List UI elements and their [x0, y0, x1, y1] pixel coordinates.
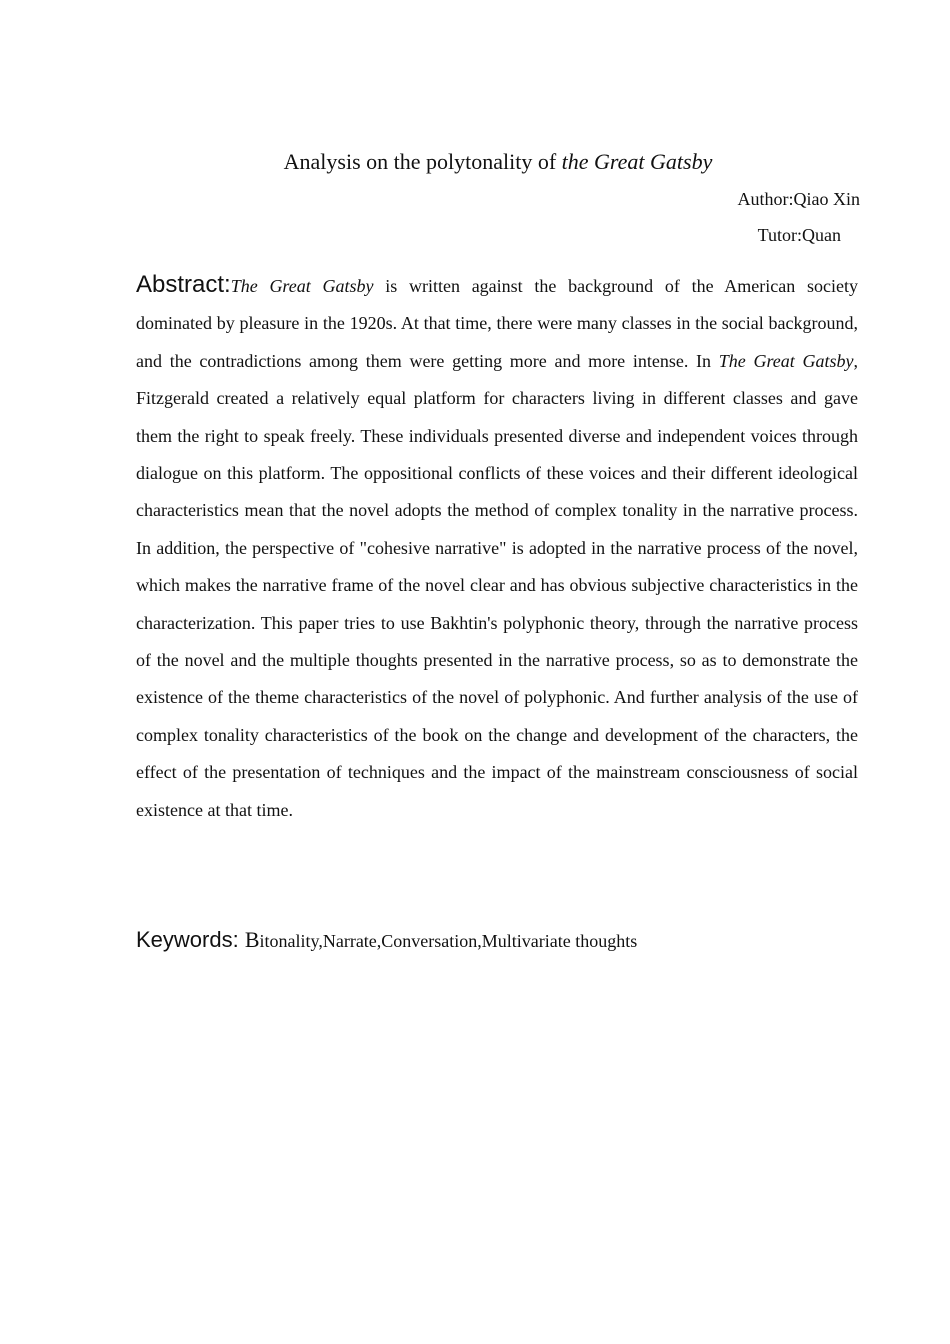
keywords-label: Keywords:	[136, 927, 245, 952]
keywords-list: itonality,Narrate,Conversation,Multivariate thoughts	[259, 931, 638, 951]
keywords-first-letter: B	[244, 927, 260, 952]
abstract-label: Abstract:	[136, 271, 231, 298]
paper-title-prefix: Analysis on the polytonality of	[283, 149, 562, 174]
abstract-text-2: , Fitzgerald created a relatively equal platform for characters living in different classes and gave them the right to speak freely. These individuals presented diverse and independent voices through dialogue on this platform. The oppositional conflicts of these voices and their different ideological characteristics mean that the novel adopts the method of complex tonality in the narrative process. In addition, the perspective of "cohesive narrative" is adopted in the narrative process of the novel, which makes the narrative frame of the novel clear and has obvious subjective characteristics in the characterization. This paper tries to use Bakhtin's polyphonic theory, through the narrative process of the novel and the multiple thoughts presented in the narrative process, so as to demonstrate the existence of the theme characteristics of the novel of polyphonic. And further analysis of the use of complex tonality characteristics of the book on the change and development of the characters, the effect of the presentation of techniques and the impact of the mainstream consciousness of social existence at that time.	[136, 350, 858, 820]
keywords-line	[136, 924, 858, 957]
abstract-text-1: is written against the background of the American society dominated by pleasure in the 1920s. At that time, there were many classes in the social background, and the contradictions among them were getting more and more intense. In	[136, 276, 858, 371]
abstract-book-title-2: The Great Gatsby	[718, 350, 854, 371]
paper-title-italic: the Great Gatsby	[561, 149, 713, 174]
abstract-book-title: The Great Gatsby	[230, 276, 374, 296]
tutor-line: Tutor:Quan	[757, 225, 841, 245]
paper-title	[0, 147, 950, 177]
abstract-paragraph	[136, 266, 858, 829]
author-line: Author:Qiao Xin	[737, 189, 860, 209]
